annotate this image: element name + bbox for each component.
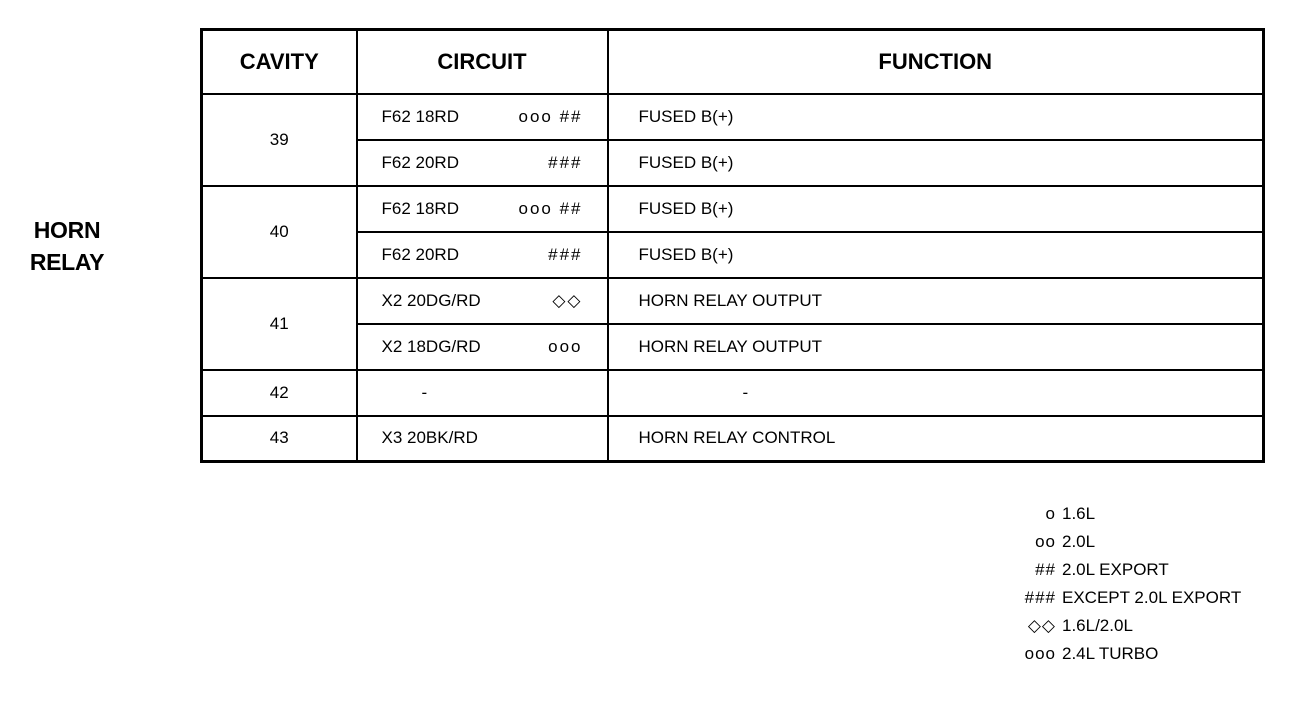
circuit-cell <box>357 278 608 324</box>
legend-text: 2.4L TURBO <box>1062 644 1159 663</box>
function-cell: HORN RELAY OUTPUT <box>608 324 1264 370</box>
legend-symbol: oo <box>1035 532 1056 551</box>
option-legend <box>1004 500 1241 668</box>
circuit-cell <box>357 232 608 278</box>
cavity-cell: 42 <box>202 370 357 416</box>
table-row <box>202 232 1264 278</box>
circuit-cell <box>357 324 608 370</box>
legend-symbol: ## <box>1035 560 1056 579</box>
option-mark: ooo ## <box>518 106 583 126</box>
function-cell: HORN RELAY OUTPUT <box>608 278 1264 324</box>
legend-text: 2.0L EXPORT <box>1062 560 1169 579</box>
connector-label <box>22 214 112 278</box>
cavity-cell: 39 <box>202 94 357 186</box>
option-mark: ### <box>548 244 583 264</box>
circuit-cell <box>357 140 608 186</box>
cavity-cell: 43 <box>202 416 357 462</box>
circuit-text: F62 20RD <box>381 152 459 172</box>
function-cell: - <box>608 370 1264 416</box>
option-mark: ◇◇ <box>552 290 583 310</box>
legend-symbol: ### <box>1024 588 1056 607</box>
circuit-text: F62 18RD <box>381 198 459 218</box>
table-row <box>202 278 1264 324</box>
function-cell: FUSED B(+) <box>608 94 1264 140</box>
circuit-text: F62 18RD <box>381 106 459 126</box>
legend-item <box>1004 612 1241 640</box>
cavity-cell: 40 <box>202 186 357 278</box>
table-row <box>202 140 1264 186</box>
table-row <box>202 324 1264 370</box>
table-row <box>202 370 1264 416</box>
legend-text: 1.6L <box>1062 504 1096 523</box>
legend-symbol: ◇◇ <box>1027 616 1056 635</box>
circuit-header: CIRCUIT <box>357 30 608 94</box>
connector-label-line1: HORN <box>33 217 101 243</box>
function-cell: FUSED B(+) <box>608 186 1264 232</box>
function-cell: FUSED B(+) <box>608 232 1264 278</box>
legend-symbol: ooo <box>1024 644 1056 663</box>
option-mark: ### <box>548 152 583 172</box>
table-row <box>202 416 1264 462</box>
function-cell: HORN RELAY CONTROL <box>608 416 1264 462</box>
legend-item <box>1004 500 1241 528</box>
cavity-cell: 41 <box>202 278 357 370</box>
pinout-table <box>200 28 1265 463</box>
table-header-row <box>202 30 1264 94</box>
legend-item <box>1004 556 1241 584</box>
table-row <box>202 94 1264 140</box>
circuit-cell <box>357 94 608 140</box>
legend-text: EXCEPT 2.0L EXPORT <box>1062 588 1242 607</box>
function-cell: FUSED B(+) <box>608 140 1264 186</box>
connector-label-line2: RELAY <box>29 249 105 275</box>
circuit-text: X3 20BK/RD <box>381 428 478 448</box>
legend-item <box>1004 528 1241 556</box>
legend-item <box>1004 640 1241 668</box>
circuit-text: F62 20RD <box>381 244 459 264</box>
circuit-text: X2 20DG/RD <box>381 290 481 310</box>
option-mark: ooo <box>548 336 583 356</box>
legend-symbol: o <box>1045 504 1056 523</box>
circuit-cell <box>357 416 608 462</box>
cavity-header: CAVITY <box>202 30 357 94</box>
legend-text: 1.6L/2.0L <box>1062 616 1133 635</box>
circuit-cell <box>357 186 608 232</box>
option-mark: ooo ## <box>518 198 583 218</box>
table-row <box>202 186 1264 232</box>
circuit-text: - <box>421 382 428 402</box>
circuit-text: X2 18DG/RD <box>381 336 481 356</box>
legend-text: 2.0L <box>1062 532 1096 551</box>
circuit-cell <box>357 370 608 416</box>
function-header: FUNCTION <box>608 30 1264 94</box>
legend-item <box>1004 584 1241 612</box>
